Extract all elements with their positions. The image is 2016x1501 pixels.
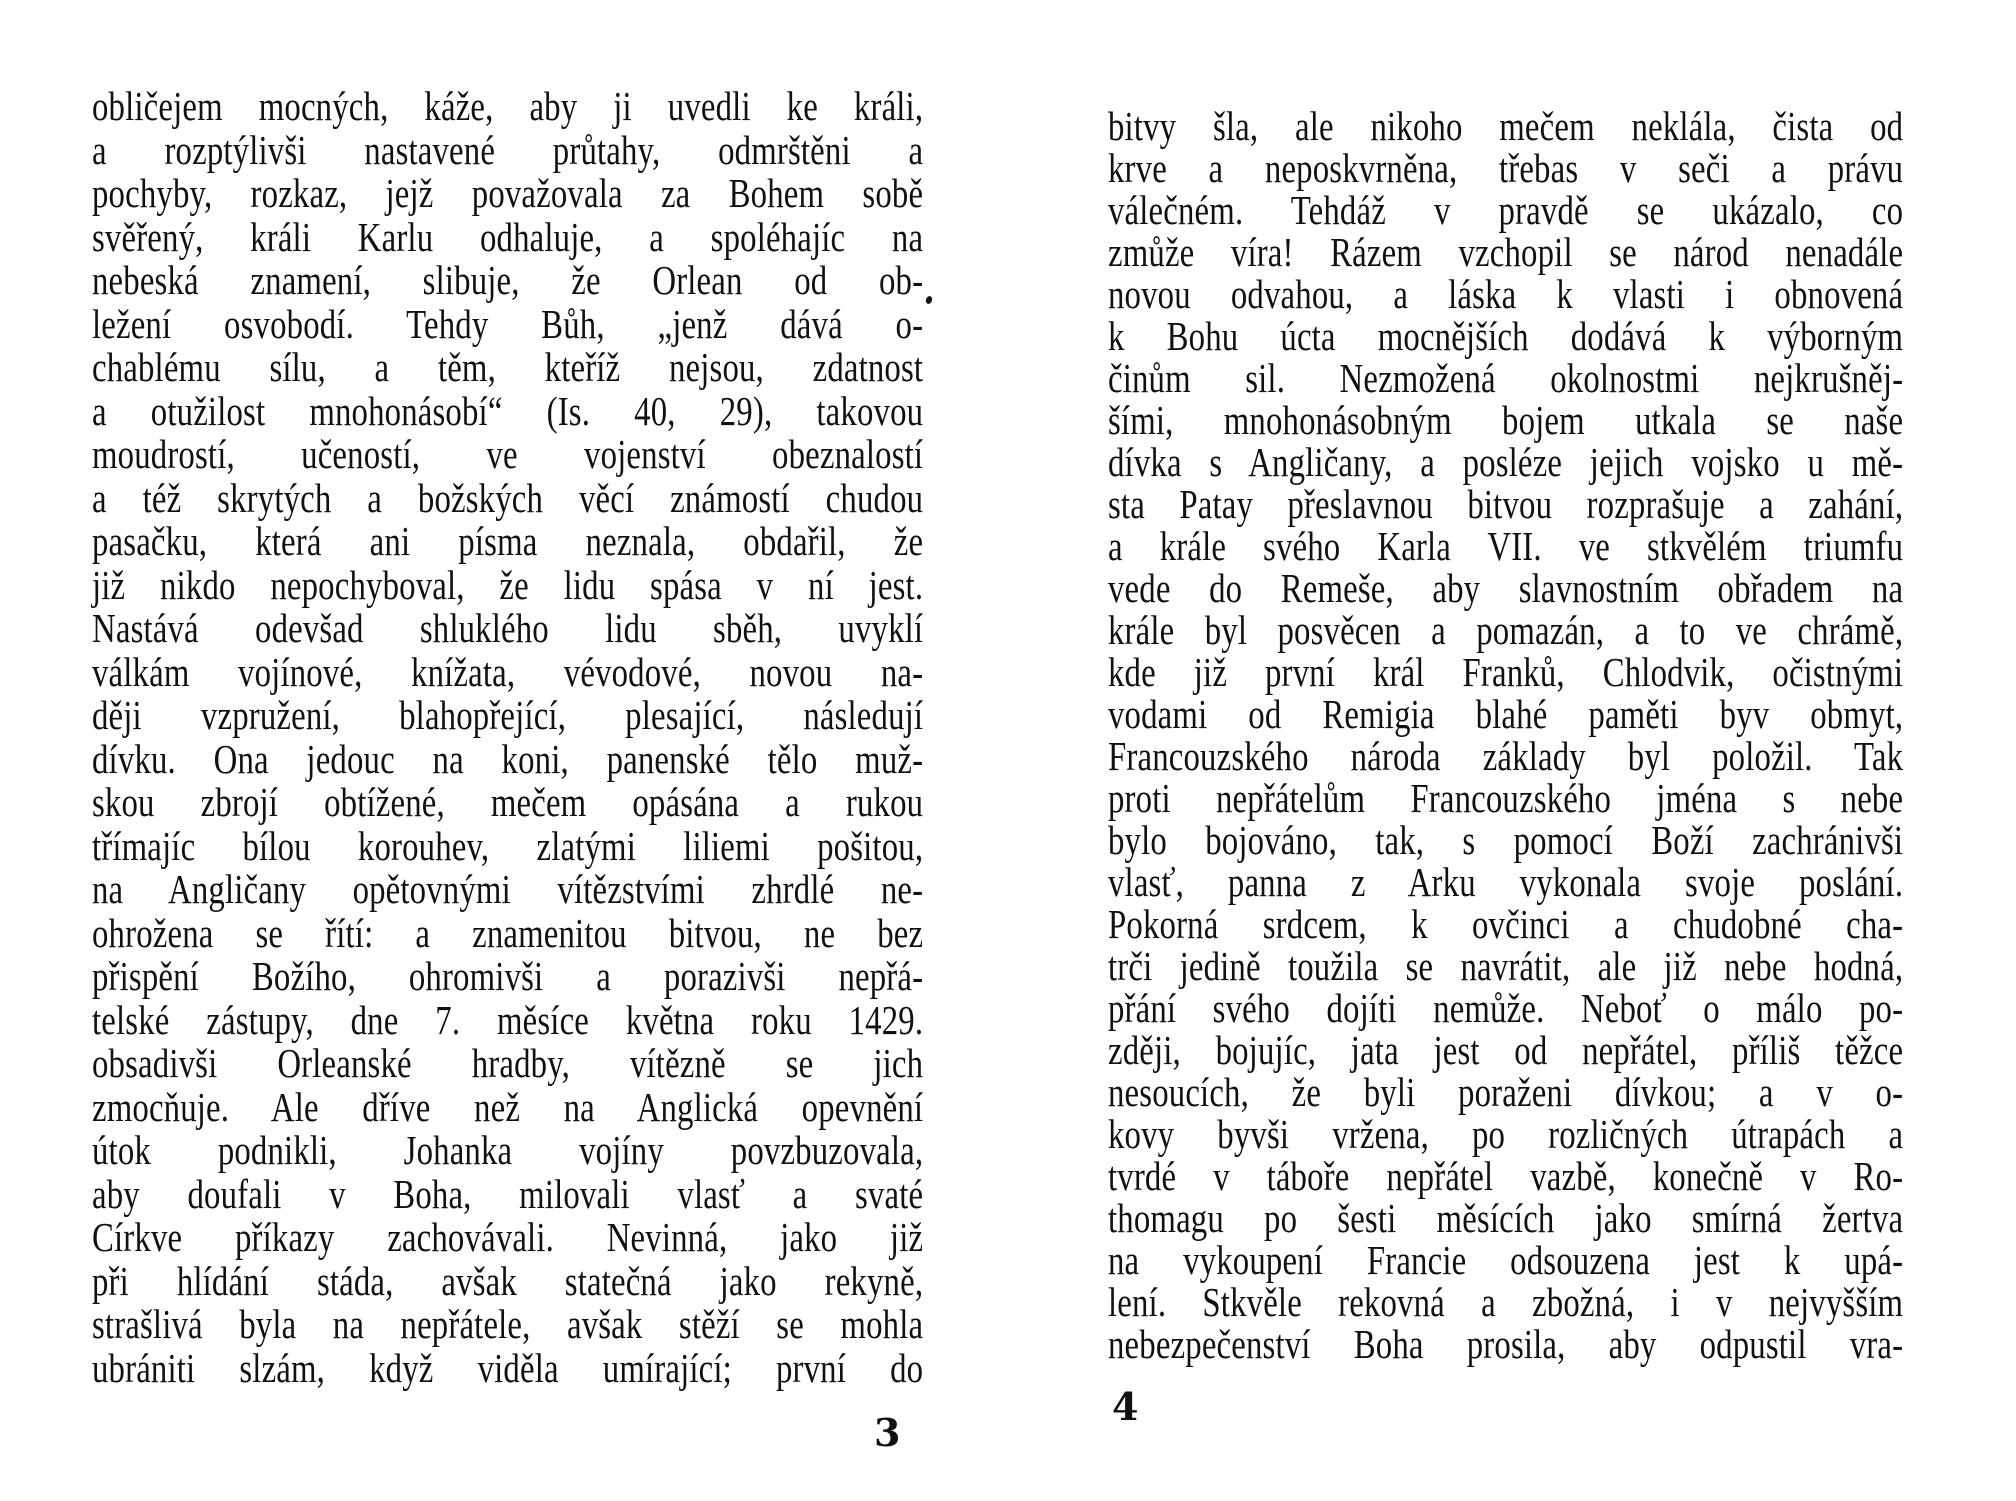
text-line: telské zástupy, dne 7. měsíce května roku 1429.: [92, 996, 924, 1043]
text-line: thomagu po šesti měsících jako smírná žertva: [1108, 1195, 1904, 1241]
text-line: a krále svého Karla VII. ve stkvělém triumfu: [1108, 523, 1904, 569]
ink-blot-mark: [925, 295, 933, 305]
text-line: Nastává odevšad shluklého lidu sběh, uvyklí: [92, 605, 924, 651]
text-line: lení. Stkvěle rekovná a zbožná, i v nejvyšším: [1108, 1279, 1904, 1325]
text-line: nesoucích, že byli poraženi dívkou; a v o-: [1108, 1069, 1904, 1115]
page-number: 4: [1112, 1384, 1139, 1429]
text-line: Pokorná srdcem, k ovčinci a chudobné cha-: [1108, 901, 1904, 947]
text-line: zmocňuje. Ale dříve než na Anglická opevnění: [92, 1083, 924, 1130]
text-line: přání svého dojíti nemůže. Neboť o málo po-: [1108, 985, 1904, 1031]
text-line: pochyby, rozkaz, jejž považovala za Bohem sobě: [92, 170, 924, 216]
text-line: na vykoupení Francie odsouzena jest k upá-: [1108, 1237, 1904, 1283]
text-line: kde již první král Franků, Chlodvik, očistnými: [1108, 649, 1904, 695]
text-line: trči jedině toužila se navrátit, ale již nebe hodná,: [1108, 943, 1904, 989]
text-line: šími, mnohonásobným bojem utkala se naše: [1108, 397, 1904, 443]
text-line: ubrániti slzám, když viděla umírající; první do: [92, 1344, 924, 1391]
text-line: pasačku, která ani písma neznala, obdařil, že: [92, 518, 924, 564]
text-line: svěřený, králi Karlu odhaluje, a spoléhajíc na: [92, 213, 924, 260]
text-line: sta Patay přeslavnou bitvou rozprašuje a zahání,: [1108, 481, 1904, 527]
page-number: 3: [874, 1410, 901, 1455]
text-line: vlasť, panna z Arku vykonala svoje poslání.: [1108, 859, 1904, 905]
text-line: strašlivá byla na nepřátele, avšak stěží se mohla: [92, 1301, 924, 1347]
text-line: skou zbrojí obtížené, mečem opásána a rukou: [92, 779, 924, 825]
text-line: Církve příkazy zachovávali. Nevinná, jako již: [92, 1214, 924, 1260]
text-line: zmůže víra! Rázem vzchopil se národ nenadále: [1108, 229, 1904, 275]
text-line: proti nepřátelům Francouzského jména s nebe: [1108, 775, 1904, 821]
text-line: a rozptýlivši nastavené průtahy, odmrštěni a: [92, 126, 924, 173]
text-line: k Bohu úcta mocnějších dodává k výborným: [1108, 313, 1904, 359]
text-line: vede do Remeše, aby slavnostním obřadem na: [1108, 565, 1904, 611]
text-line: aby doufali v Boha, milovali vlasť a svaté: [92, 1170, 924, 1217]
text-line: již nikdo nepochyboval, že lidu spása v ní jest.: [92, 561, 924, 608]
text-line: kovy byvši vržena, po rozličných útrapách a: [1108, 1111, 1904, 1157]
text-line: ohrožena se řítí: a znamenitou bitvou, ne bez: [92, 909, 924, 956]
text-line: ději vzpružení, blahopřející, plesající, následují: [92, 692, 924, 738]
text-line: nebeská znamení, slibuje, že Orlean od ob-: [92, 257, 924, 303]
text-line: třímajíc bílou korouhev, zlatými liliemi pošitou,: [92, 822, 924, 869]
text-line: Francouzského národa základy byl položil. Tak: [1108, 733, 1904, 779]
text-line: přispění Božího, ohromivši a porazivši nepřá-: [92, 953, 924, 999]
text-line: a též skrytých a božských věcí známostí chudou: [92, 474, 924, 521]
text-line: bylo bojováno, tak, s pomocí Boží zachránivši: [1108, 817, 1904, 863]
text-line: útok podnikli, Johanka vojíny povzbuzovala,: [92, 1127, 924, 1173]
text-line: vodami od Remigia blahé paměti byv obmyt,: [1108, 691, 1904, 737]
text-line: dívka s Angličany, a posléze jejich vojsko u mě-: [1108, 439, 1904, 485]
text-line: tvrdé v táboře nepřátel vazbě, konečně v Ro-: [1108, 1153, 1904, 1199]
text-line: krále byl posvěcen a pomazán, a to ve chrámě,: [1108, 607, 1904, 653]
text-line: novou odvahou, a láska k vlasti i obnovená: [1108, 271, 1904, 317]
text-line: na Angličany opětovnými vítězstvími zhrdlé ne-: [92, 866, 924, 912]
text-line: válečném. Tehdáž v pravdě se ukázalo, co: [1108, 187, 1904, 233]
text-line: činům sil. Nezmožená okolnostmi nejkrušněj-: [1108, 355, 1904, 401]
text-line: krve a neposkvrněna, třebas v seči a právu: [1108, 145, 1904, 191]
text-line: dívku. Ona jedouc na koni, panenské tělo muž-: [92, 735, 924, 782]
text-line: obličejem mocných, káže, aby ji uvedli ke králi,: [92, 83, 924, 129]
text-line: a otužilost mnohonásobí“ (Is. 40, 29), takovou: [92, 387, 924, 434]
text-line: moudrostí, učeností, ve vojenství obeznalostí: [92, 431, 924, 477]
text-line: bitvy šla, ale nikoho mečem neklála, čista od: [1108, 103, 1904, 149]
text-line: obsadivši Orleanské hradby, vítězně se jich: [92, 1040, 924, 1086]
text-line: ležení osvobodí. Tehdy Bůh, „jenž dává o-: [92, 300, 924, 347]
text-line: zději, bojujíc, jata jest od nepřátel, příliš těžce: [1108, 1027, 1904, 1073]
right-page: [1008, 0, 2016, 1501]
text-line: chablému sílu, a těm, kteříž nejsou, zdatnost: [92, 344, 924, 390]
text-line: při hlídání stáda, avšak statečná jako rekyně,: [92, 1257, 924, 1304]
text-line: válkám vojínové, knížata, vévodové, novou na-: [92, 648, 924, 695]
text-line: nebezpečenství Boha prosila, aby odpustil vra-: [1108, 1321, 1904, 1367]
